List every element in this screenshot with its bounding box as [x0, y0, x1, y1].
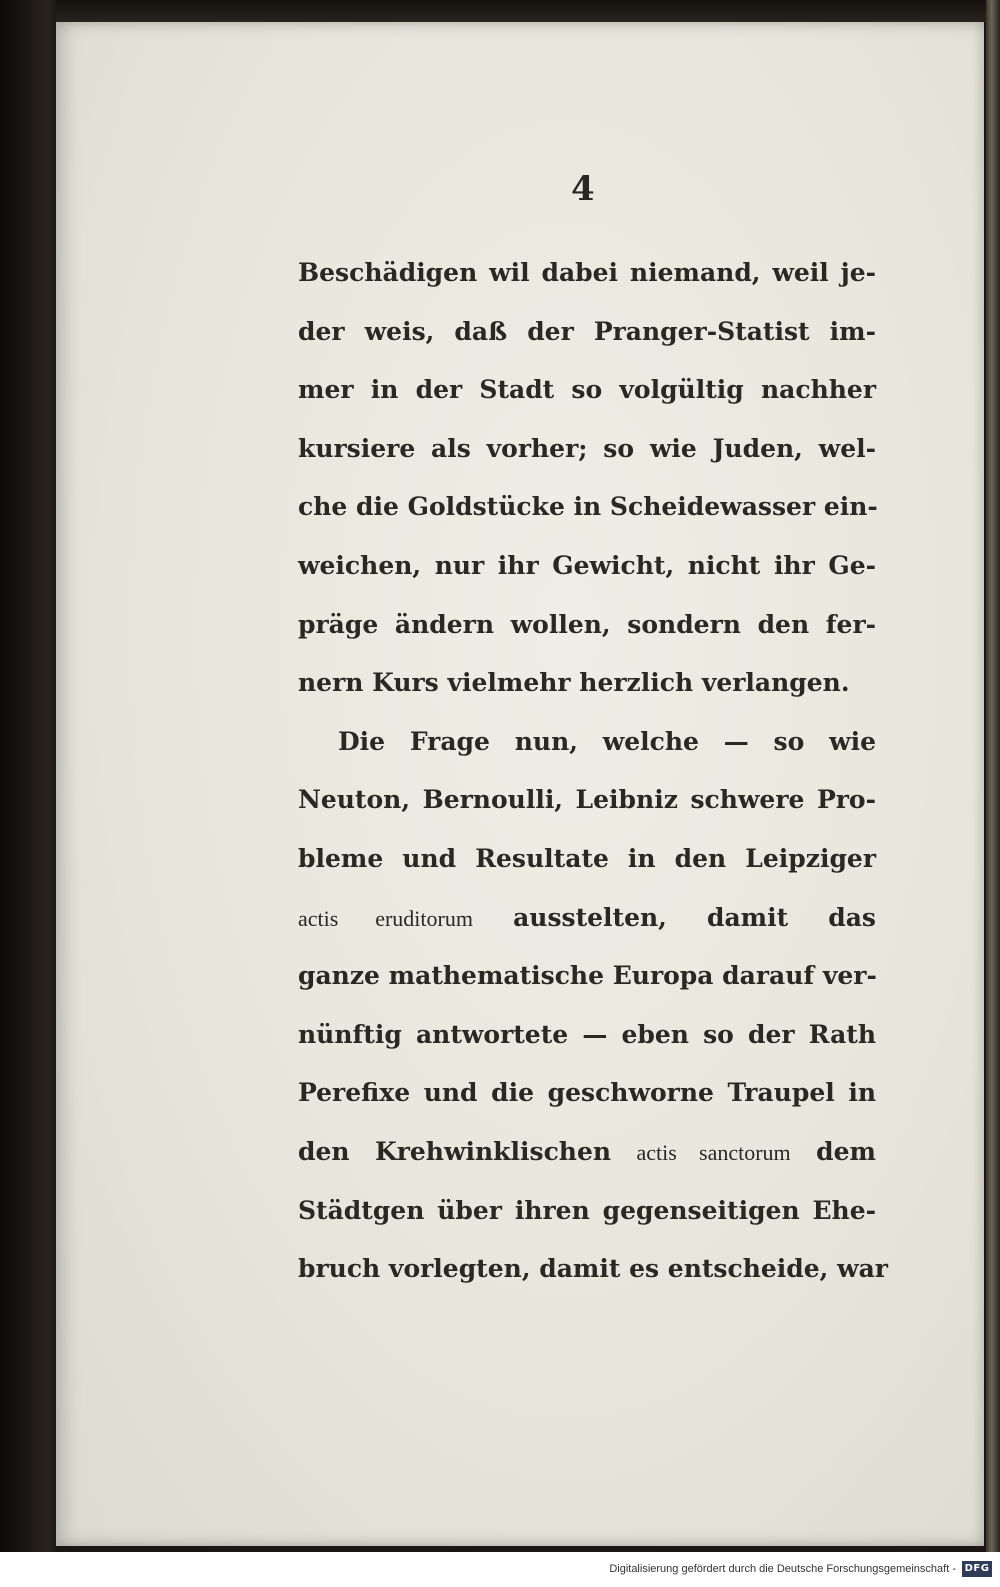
text-line [298, 596, 876, 655]
text-line [298, 1182, 876, 1241]
line-text: ausstelten, damit das [513, 902, 876, 932]
line-text: Beschädigen wil dabei niemand, weil je- [298, 258, 876, 287]
body-text [298, 244, 888, 1299]
line-text: dem [816, 1136, 876, 1166]
line-text: präge ändern wollen, sondern den fer- [298, 609, 876, 639]
funding-credit: Digitalisierung gefördert durch die Deutsche Forschungsgemeinschaft - [609, 1563, 956, 1575]
line-text: ganze mathematische Europa darauf ver- [298, 961, 877, 991]
text-line [298, 244, 876, 303]
book-page [56, 22, 984, 1546]
text-line [298, 771, 876, 830]
text-line [298, 1123, 876, 1182]
line-text: der weis, daß der Pranger-Statist im- [298, 316, 876, 346]
book-top-edge [56, 0, 986, 22]
line-text: Neuton, Bernoulli, Leibniz schwere Pro- [298, 785, 876, 815]
line-text: bruch vorlegten, damit es entscheide, war [298, 1254, 888, 1284]
line-text: Die Frage nun, welche — so wie [338, 726, 876, 756]
digitization-footer [0, 1552, 1000, 1587]
dfg-logo-icon: DFG [962, 1561, 992, 1577]
latin-phrase: actis eruditorum [298, 905, 473, 931]
line-text: Perefixe und die geschworne Traupel in [298, 1078, 876, 1108]
text-line [298, 537, 876, 596]
text-line [298, 1240, 888, 1299]
text-line [298, 947, 876, 1006]
line-text: Städtgen über ihren gegenseitigen Ehe- [298, 1195, 876, 1225]
book-fore-edge [986, 0, 1000, 1552]
line-text: che die Goldstücke in Scheidewasser ein- [298, 492, 878, 522]
text-line [298, 303, 876, 362]
line-text: weichen, nur ihr Gewicht, nicht ihr Ge- [298, 550, 876, 580]
text-line [298, 830, 876, 889]
latin-phrase: actis sanctorum [636, 1139, 791, 1165]
page-number: 4 [571, 169, 595, 209]
line-text: nünftig antwortete — eben so der Rath [298, 1019, 876, 1049]
text-line [298, 889, 876, 948]
line-text: nern Kurs vielmehr herzlich verlangen. [298, 668, 850, 698]
line-text: kursiere als vorher; so wie Juden, wel- [298, 433, 876, 463]
paragraph-end-line [298, 654, 876, 713]
line-text: mer in der Stadt so volgültig nachher [298, 375, 876, 405]
line-text: bleme und Resultate in den Leipziger [298, 843, 876, 873]
text-line [298, 420, 876, 479]
paragraph-start-line [298, 713, 876, 772]
line-text: den Krehwinklischen [298, 1136, 612, 1166]
text-line [298, 478, 876, 537]
text-line [298, 1006, 876, 1065]
text-line [298, 1064, 876, 1123]
text-line [298, 361, 876, 420]
